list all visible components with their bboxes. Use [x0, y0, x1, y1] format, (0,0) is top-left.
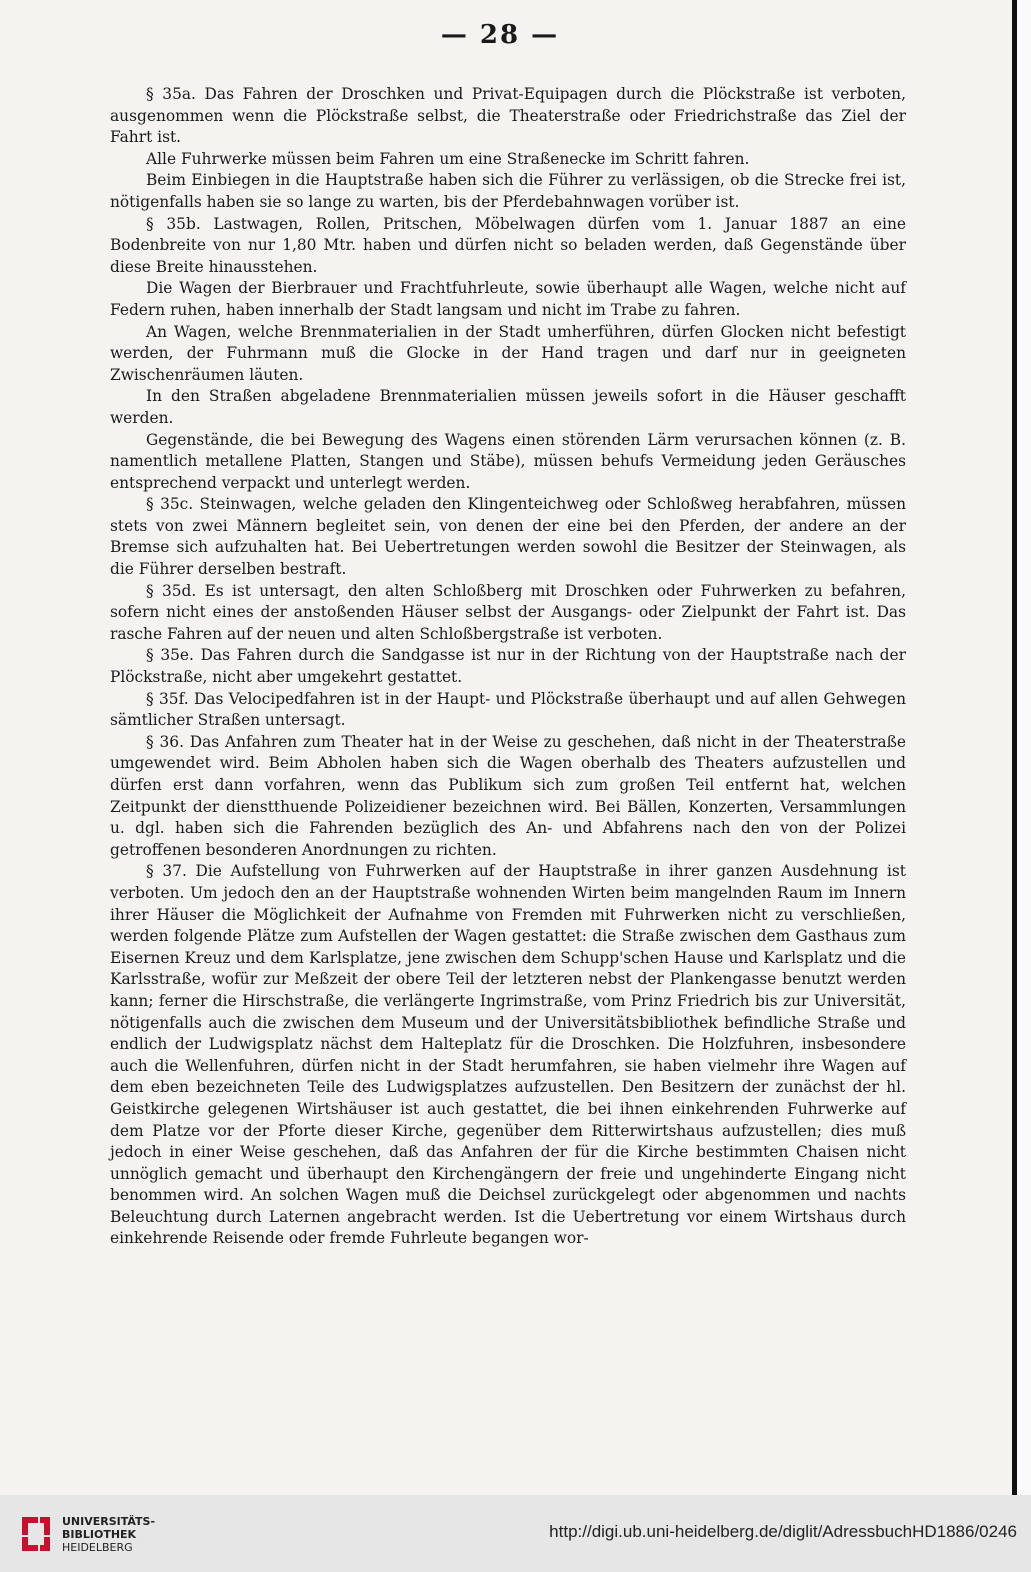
paragraph: § 35a. Das Fahren der Droschken und Privat-Equipagen durch die Plöckstraße ist verboten, ausgenommen wenn die Plöckstraße selbst, die Theaterstraße oder Friedrichstraße das Ziel der Fahrt ist.: [110, 85, 906, 147]
paragraph: Alle Fuhrwerke müssen beim Fahren um eine Straßenecke im Schritt fahren.: [146, 149, 750, 168]
library-name-line: BIBLIOTHEK: [62, 1528, 137, 1541]
paragraph: Die Wagen der Bierbrauer und Frachtfuhrleute, sowie überhaupt alle Wagen, welche nicht auf Federn ruhen, haben innerhalb der Stadt langsam und nicht im Trabe zu fahren.: [110, 279, 906, 319]
library-name-line: UNIVERSITÄTS-: [62, 1515, 156, 1528]
paragraph: § 35b. Lastwagen, Rollen, Pritschen, Möbelwagen dürfen vom 1. Januar 1887 an eine Bodenbreite von nur 1,80 Mtr. haben und dürfen nicht so beladen werden, daß Gegenstände über diese Breite hinausstehen.: [110, 214, 906, 276]
paragraph: § 35f. Das Velocipedfahren ist in der Haupt- und Plöckstraße überhaupt und auf allen Gehwegen sämtlicher Straßen untersagt.: [110, 689, 906, 730]
library-name: [62, 1515, 155, 1554]
source-url[interactable]: http://digi.ub.uni-heidelberg.de/diglit/AdressbuchHD1886/0246: [549, 1522, 1017, 1541]
page-number: — 28 —: [440, 20, 560, 50]
page-margin: [1017, 0, 1031, 1495]
page-edge: [1012, 0, 1017, 1495]
paragraph: § 36. Das Anfahren zum Theater hat in der Weise zu geschehen, daß nicht in der Theaterstraße umgewendet wird. Beim Abholen haben sich die Wagen oberhalb des Theaters aufzustellen und dürfen erst dann vorfahren, wenn das Publikum sich zum großen Teil entfernt hat, welchen Zeitpunkt der dienstthuende Polizeidiener bezeichnen wird. Bei Bällen, Konzerten, Versammlungen u. dgl. haben sich die Fahrenden bezüglich des An- und Abfahrens nach den von der Polizei getroffenen besonderen Anordnungen zu richten.: [110, 732, 906, 859]
paragraph: Gegenstände, die bei Bewegung des Wagens einen störenden Lärm verursachen können (z. B. namentlich metallene Platten, Stangen und Stäbe), müssen behufs Vermeidung jeden Geräusches entsprechend verpackt und unterlegt werden.: [110, 430, 906, 492]
footer-bar: [0, 1495, 1031, 1572]
paragraph: Beim Einbiegen in die Hauptstraße haben sich die Führer zu verlässigen, ob die Strecke frei ist, nötigenfalls haben sie so lange zu warten, bis der Pferdebahnwagen vorüber ist.: [110, 171, 906, 211]
paragraph: § 35c. Steinwagen, welche geladen den Klingenteichweg oder Schloßweg herabfahren, müssen stets von zwei Männern begleitet sein, von denen der eine bei den Pferden, der andere an der Bremse sich aufzuhalten hat. Bei Uebertretungen werden sowohl die Besitzer der Steinwagen, als die Führer derselben bestraft.: [110, 495, 906, 579]
library-name-line: HEIDELBERG: [62, 1541, 133, 1554]
paragraph: An Wagen, welche Brennmaterialien in der Stadt umherführen, dürfen Glocken nicht befestigt werden, der Fuhrmann muß die Glocke in der Hand tragen und darf nur in geeigneten Zwischenräumen läuten.: [110, 322, 906, 384]
paragraph: § 35e. Das Fahren durch die Sandgasse ist nur in der Richtung von der Hauptstraße nach der Plöckstraße, nicht aber umgekehrt gestattet.: [110, 646, 906, 687]
paragraph: In den Straßen abgeladene Brennmaterialien müssen jeweils sofort in die Häuser geschafft werden.: [110, 387, 906, 427]
body-text: [110, 84, 906, 1250]
paragraph: § 37. Die Aufstellung von Fuhrwerken auf der Hauptstraße in ihrer ganzen Ausdehnung ist verboten. Um jedoch den an der Hauptstraße wohnenden Wirten beim mangelnden Raum im Innern ihrer Häuser die Möglichkeit der Aufnahme von Fremden mit Fuhrwerken nicht zu verschließen, werden folgende Plätze zum Aufstellen der Wagen gestattet: die Straße zwischen dem Gasthaus zum Eisernen Kreuz und dem Karlsplatze, jene zwischen dem Schupp'schen Hause und Karlsplatz und die Karlsstraße, wofür zur Meßzeit der obere Teil der letzteren nebst der Plankengasse benutzt werden kann; ferner die Hirschstraße, die verlängerte Ingrimstraße, vom Prinz Friedrich bis zur Universität, nötigenfalls auch die zwischen dem Museum und der Universitätsbibliothek befindliche Straße und endlich der Ludwigsplatz nächst dem Halteplatz für die Droschken. Die Holzfuhren, insbesondere auch die Wellenfuhren, dürfen nicht in der Stadt herumfahren, sie haben vielmehr ihre Wagen auf dem eben bezeichneten Teile des Ludwigsplatzes aufzustellen. Den Besitzern der zunächst der hl. Geistkirche gelegenen Wirtshäuser ist auch gestattet, die bei ihnen einkehrenden Fuhrwerke auf dem Platze vor der Pforte dieser Kirche, gegenüber dem Ritterwirtshaus aufzustellen; dies muß jedoch in einer Weise geschehen, daß das Anfahren der für die Kirche bestimmten Chaisen nicht unnöglich gemacht und überhaupt den Kirchengängern der freie und ungehinderte Eingang nicht benommen wird. An solchen Wagen muß die Deichsel zurückgelegt oder abgenommen und nachts Beleuchtung durch Laternen angebracht werden. Ist die Uebertretung vor einem Wirtshaus durch einkehrende Reisende oder fremde Fuhrleute begangen wor-: [110, 862, 906, 1248]
paragraph: § 35d. Es ist untersagt, den alten Schloßberg mit Droschken oder Fuhrwerken zu befahren, sofern nicht eines der anstoßenden Häuser selbst der Ausgangs- oder Zielpunkt der Fahrt ist. Das rasche Fahren auf der neuen und alten Schloßbergstraße ist verboten.: [110, 581, 906, 643]
university-logo-icon: [18, 1515, 54, 1553]
